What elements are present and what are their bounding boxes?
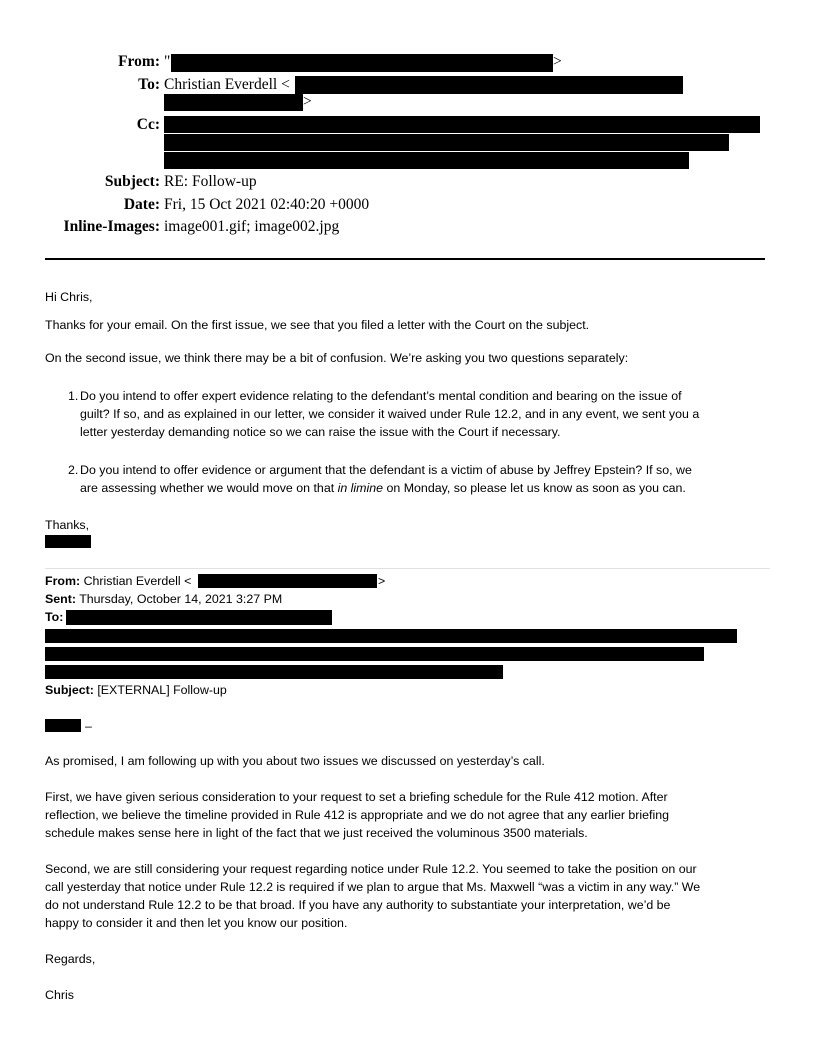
subject-label: Subject: [104, 173, 160, 190]
paragraph: On the second issue, we think there may be a bit of confusion. We’re asking you two questions separately: [45, 351, 629, 365]
from-label: From: [118, 53, 160, 70]
to-label: To: [138, 76, 160, 93]
list-item-line: Do you intend to offer evidence or argument that the defendant is a victim of abuse by Jeffrey Epstein? If so, we [80, 463, 692, 477]
signature: Chris [45, 988, 74, 1002]
paragraph-line: First, we have given serious consideration to your request to set a briefing schedule for the Rule 412 motion. After [45, 790, 668, 804]
inline-images-value: image001.gif; image002.jpg [164, 218, 340, 235]
redaction [45, 719, 81, 732]
list-item-line: Do you intend to offer expert evidence relating to the defendant’s mental condition and bearing on the issue of [80, 389, 682, 403]
paragraph-line: reflection, we believe the timeline provided in Rule 412 is appropriate and we do not agree that any earlier briefing [45, 808, 670, 822]
regards: Regards, [45, 952, 96, 966]
angle-bracket: > [378, 574, 386, 588]
redaction [164, 94, 303, 111]
redaction [45, 629, 737, 643]
greeting: Hi Chris, [45, 290, 93, 304]
message-divider [45, 568, 770, 569]
list-item-line: are assessing whether we would move on that in limine on Monday, so please let us know as soon as you can. [80, 481, 686, 495]
list-item-line: letter yesterday demanding notice so we can raise the issue with the Court if necessary. [80, 425, 561, 439]
subject-value: RE: Follow-up [164, 173, 257, 190]
paragraph: Thanks for your email. On the first issue, we see that you filed a letter with the Court on the subject. [45, 318, 590, 332]
paragraph-line: Second, we are still considering your request regarding notice under Rule 12.2. You seemed to take the position on our [45, 862, 697, 876]
date-value: Fri, 15 Oct 2021 02:40:20 +0000 [164, 196, 370, 213]
paragraph-line: call yesterday that notice under Rule 12.2 is required if we plan to argue that Ms. Maxwell “was a victim in any way.” We [45, 880, 701, 894]
redaction [171, 54, 553, 72]
orig-to: To: [45, 610, 64, 624]
orig-subject: Subject: [EXTERNAL] Follow-up [45, 683, 227, 697]
cc-label: Cc: [136, 116, 160, 133]
paragraph: As promised, I am following up with you about two issues we discussed on yesterday’s call. [45, 754, 545, 768]
list-number: 1. [68, 389, 79, 403]
angle-bracket: > [553, 53, 562, 70]
to-value: Christian Everdell < [164, 76, 290, 93]
date-label: Date: [123, 196, 160, 213]
redaction [45, 665, 503, 679]
orig-sent: Sent: Thursday, October 14, 2021 3:27 PM [45, 592, 283, 606]
redaction [164, 134, 729, 151]
paragraph-line: schedule makes sense here in light of the fact that we just received the voluminous 3500 materials. [45, 826, 588, 840]
redaction [66, 610, 332, 625]
inline-images-label: Inline-Images: [63, 218, 160, 235]
redaction [164, 152, 689, 169]
salutation-dash: – [85, 719, 92, 733]
angle-bracket: > [303, 93, 312, 110]
redaction [45, 647, 704, 661]
signoff: Thanks, [45, 518, 90, 532]
paragraph-line: do not understand Rule 12.2 to be that broad. If you have any authority to substantiate your interpretation, we’d be [45, 898, 671, 912]
redaction [295, 76, 683, 94]
from-value: " [164, 53, 171, 70]
paragraph-line: happy to consider it and then let you know our position. [45, 916, 348, 930]
header-divider [45, 258, 765, 260]
redaction [45, 535, 91, 548]
list-item-line: guilt? If so, and as explained in our letter, we consider it waived under Rule 12.2, and in any event, we sent you a [80, 407, 700, 421]
list-number: 2. [68, 463, 79, 477]
redaction [198, 574, 377, 588]
redaction [164, 116, 760, 133]
orig-from: From: Christian Everdell < [45, 574, 192, 588]
